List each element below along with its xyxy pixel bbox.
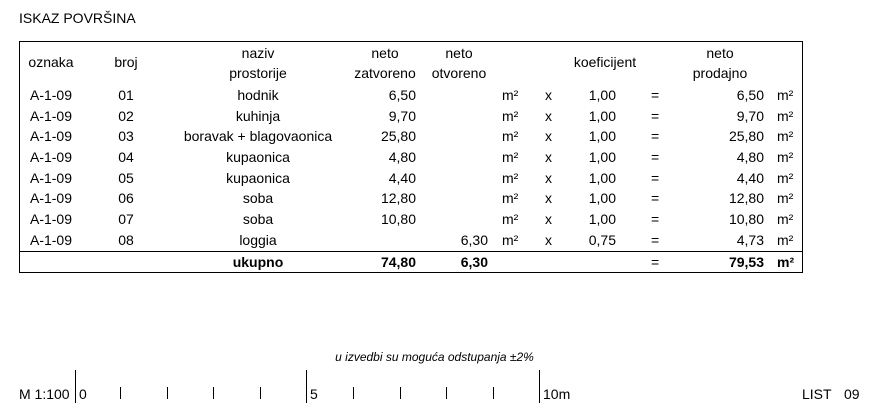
cell-koeficijent: 1,00 [588, 128, 616, 145]
header-broj: broj [114, 54, 138, 70]
cell-equals: = [651, 128, 660, 145]
sheet-number: 09 [844, 386, 860, 402]
cell-prodajno: 4,40 [736, 169, 764, 186]
cell-koeficijent: 1,00 [588, 190, 616, 207]
cell-unit-result: m² [777, 231, 794, 248]
table-row [20, 85, 802, 106]
cell-equals: = [651, 107, 660, 124]
scale-tick [493, 387, 494, 399]
cell-zatvoreno: 6,50 [388, 87, 416, 103]
scale-tick [120, 387, 121, 399]
cell-unit-result: m² [777, 128, 794, 145]
cell-oznaka: A-1-09 [29, 211, 73, 228]
header-zatvoreno [350, 43, 420, 83]
cell-multiply: x [545, 211, 552, 228]
cell-equals: = [651, 169, 660, 186]
total-prodajno: 79,53 [728, 253, 764, 270]
cell-unit: m² [502, 211, 519, 228]
cell-koeficijent: 1,00 [588, 169, 616, 186]
scale-ten-label: 10m [543, 386, 571, 402]
cell-multiply: x [545, 231, 552, 248]
header-otvoreno-line1: neto [445, 45, 473, 61]
cell-oznaka: A-1-09 [29, 107, 73, 124]
scale-bar [75, 370, 575, 404]
scale-five-label: 5 [310, 386, 318, 402]
cell-prodajno: 9,70 [736, 107, 764, 124]
cell-unit: m² [502, 87, 519, 103]
cell-oznaka: A-1-09 [29, 169, 73, 186]
cell-oznaka: A-1-09 [29, 149, 73, 166]
area-table [19, 41, 803, 273]
cell-equals: = [651, 149, 660, 166]
cell-multiply: x [545, 128, 552, 145]
cell-oznaka: A-1-09 [29, 190, 73, 207]
cell-naziv: kupaonica [226, 169, 290, 186]
cell-zatvoreno: 10,80 [380, 211, 416, 228]
cell-zatvoreno: 4,80 [388, 149, 416, 166]
scale-zero-label: 0 [79, 386, 87, 402]
cell-naziv: soba [242, 211, 274, 228]
scale-tick [213, 387, 214, 399]
cell-prodajno: 4,80 [736, 149, 764, 166]
cell-unit: m² [502, 107, 519, 124]
cell-naziv: loggia [239, 231, 277, 248]
cell-broj: 02 [118, 107, 134, 124]
cell-multiply: x [545, 149, 552, 166]
cell-unit-result: m² [777, 107, 794, 124]
table-row [20, 106, 802, 127]
cell-unit-result: m² [777, 87, 794, 103]
cell-unit-result: m² [777, 211, 794, 228]
cell-oznaka: A-1-09 [29, 231, 73, 248]
cell-naziv: kupaonica [226, 149, 290, 166]
cell-unit: m² [502, 190, 519, 207]
header-otvoreno-line2: otvoreno [431, 65, 487, 81]
header-otvoreno [424, 43, 494, 83]
cell-unit-result: m² [777, 169, 794, 186]
header-naziv-line1: naziv [241, 45, 275, 61]
cell-broj: 03 [118, 128, 134, 145]
cell-broj: 05 [118, 169, 134, 186]
cell-equals: = [651, 87, 660, 103]
cell-koeficijent: 1,00 [588, 211, 616, 228]
cell-prodajno: 6,50 [736, 87, 764, 103]
table-row [20, 147, 802, 168]
cell-multiply: x [545, 169, 552, 186]
tolerance-note: u izvedbi su moguća odstupanja ±2% [335, 350, 534, 364]
total-label: ukupno [232, 253, 284, 270]
scale-tick-major [539, 370, 540, 403]
scale-tick [167, 387, 168, 399]
cell-unit-result: m² [777, 149, 794, 166]
cell-naziv: soba [242, 190, 274, 207]
scale-tick-major [306, 370, 307, 403]
cell-prodajno: 12,80 [728, 190, 764, 207]
scale-tick-major [75, 370, 76, 403]
table-row [20, 126, 802, 147]
cell-oznaka: A-1-09 [29, 128, 73, 145]
cell-koeficijent: 0,75 [588, 231, 616, 248]
cell-unit-result: m² [777, 190, 794, 207]
cell-prodajno: 25,80 [728, 128, 764, 145]
cell-equals: = [651, 211, 660, 228]
cell-broj: 01 [118, 87, 134, 103]
cell-multiply: x [545, 190, 552, 207]
cell-equals: = [651, 190, 660, 207]
total-equals: = [651, 253, 660, 270]
table-row [20, 188, 802, 209]
cell-zatvoreno: 25,80 [380, 128, 416, 145]
cell-prodajno: 10,80 [728, 211, 764, 228]
total-zatvoreno: 74,80 [380, 253, 416, 270]
cell-broj: 06 [118, 190, 134, 207]
cell-broj: 08 [118, 231, 134, 248]
header-koeficijent: koeficijent [573, 54, 637, 70]
cell-broj: 07 [118, 211, 134, 228]
cell-prodajno: 4,73 [736, 231, 764, 248]
header-zatvoreno-line1: neto [371, 45, 399, 61]
table-row [20, 209, 802, 230]
table-row [20, 230, 802, 251]
cell-multiply: x [545, 87, 552, 103]
cell-multiply: x [545, 107, 552, 124]
header-zatvoreno-line2: zatvoreno [354, 65, 416, 81]
header-oznaka: oznaka [28, 54, 74, 70]
total-unit: m² [777, 253, 795, 270]
total-otvoreno: 6,30 [460, 253, 488, 270]
cell-koeficijent: 1,00 [588, 149, 616, 166]
cell-unit: m² [502, 231, 519, 248]
cell-broj: 04 [118, 149, 134, 166]
cell-zatvoreno: 12,80 [380, 190, 416, 207]
scale-tick [446, 387, 447, 399]
total-row [20, 251, 802, 273]
cell-unit: m² [502, 169, 519, 186]
cell-zatvoreno: 4,40 [388, 169, 416, 186]
scale-tick [400, 387, 401, 399]
cell-naziv: kuhinja [235, 107, 281, 124]
cell-koeficijent: 1,00 [588, 87, 616, 103]
cell-zatvoreno: 9,70 [388, 107, 416, 124]
header-prodajno-line2: prodajno [692, 65, 748, 81]
header-prodajno-line1: neto [706, 45, 734, 61]
header-naziv-line2: prostorije [229, 65, 287, 81]
cell-naziv: hodnik [237, 87, 279, 103]
page-title: ISKAZ POVRŠINA [19, 10, 136, 26]
header-naziv [170, 43, 346, 83]
scale-label: M 1:100 [19, 386, 70, 402]
cell-equals: = [651, 231, 660, 248]
scale-tick [353, 387, 354, 399]
cell-koeficijent: 1,00 [588, 107, 616, 124]
header-prodajno [685, 43, 755, 83]
scale-tick [260, 387, 261, 399]
cell-unit: m² [502, 149, 519, 166]
cell-oznaka: A-1-09 [29, 87, 73, 103]
cell-naziv: boravak + blagovaonica [183, 128, 333, 145]
table-row [20, 168, 802, 189]
cell-otvoreno: 6,30 [460, 231, 488, 248]
sheet-label: LIST [802, 386, 832, 402]
cell-unit: m² [502, 128, 519, 145]
table-header [20, 42, 802, 85]
